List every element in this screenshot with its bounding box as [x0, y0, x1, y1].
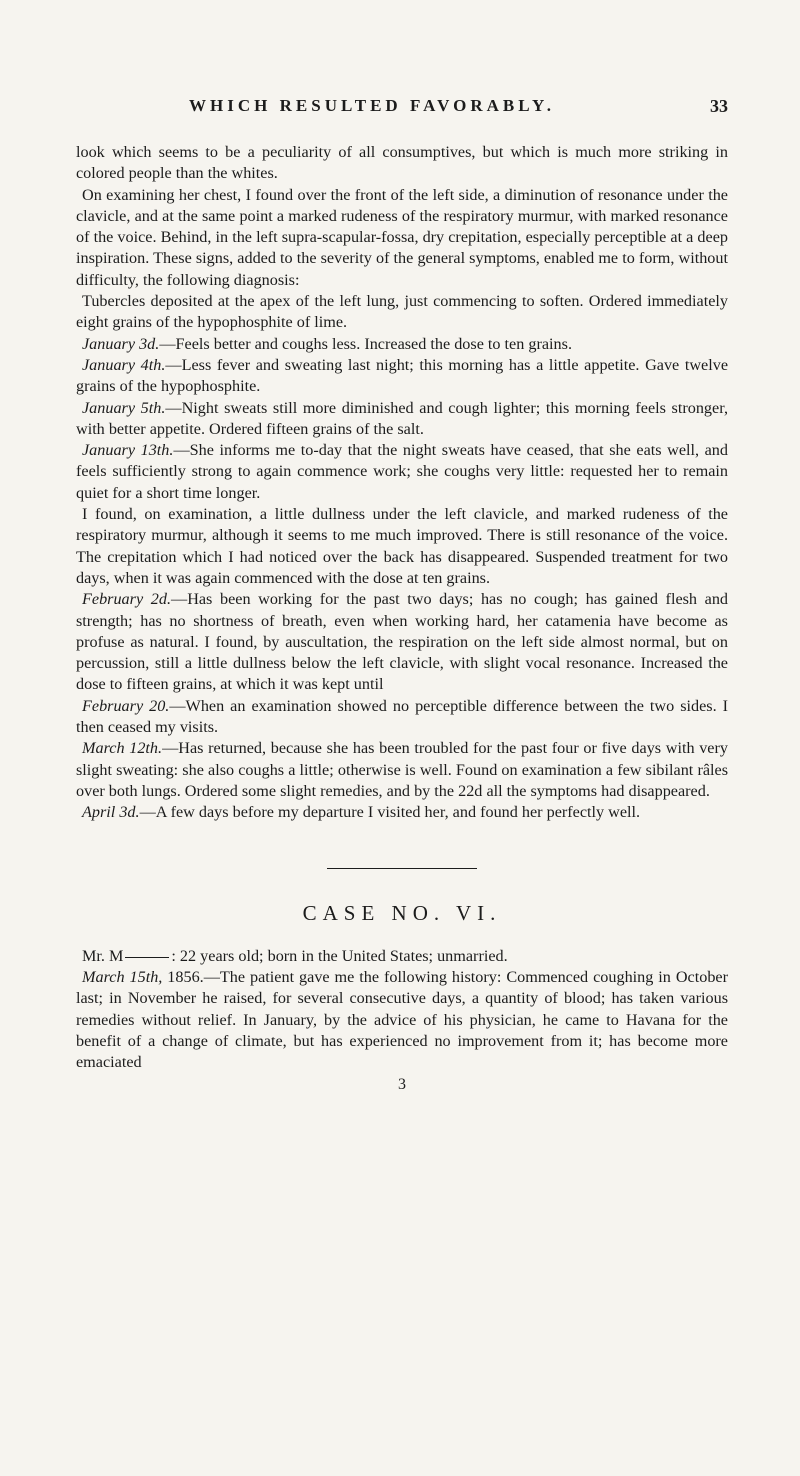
paragraph-text: On examining her chest, I found over the front of the left side, a diminution of resonance under the clavicle, and at the same point a marked rudeness of the respiratory murmur, with marked resonance of the voice. Behind, in the left supra-scapular-fossa, dry crepitation, especially perceptible at a deep inspiration. These signs, added to the severity of the general symptoms, enabled me to form, without difficulty, the following diagnosis:	[76, 185, 728, 289]
document-page	[0, 96, 800, 1476]
entry-date: February 2d.	[82, 590, 171, 609]
name-dash	[125, 957, 169, 958]
entry-date: February 20.	[82, 696, 170, 715]
paragraph	[76, 142, 728, 185]
paragraph	[76, 355, 728, 398]
body-text	[76, 142, 728, 1095]
paragraph-text: —Less fever and sweating last night; this morning has a little appetite. Gave twelve grains of the hypophosphite.	[76, 355, 729, 396]
paragraph	[76, 696, 728, 739]
paragraph-text: look which seems to be a peculiarity of all consumptives, but which is much more striking in colored people than the whites.	[76, 143, 728, 183]
entry-date: January 5th.	[82, 398, 166, 417]
paragraph	[76, 185, 728, 291]
paragraph-text: —Night sweats still more diminished and cough lighter; this morning feels stronger, with better appetite. Ordered fifteen grains of the salt.	[76, 398, 729, 438]
paragraph-text: —She informs me to-day that the night sweats have ceased, that she eats well, and feels sufficiently strong to again commence work; she coughs very little: requested her to remain quiet for a short time longer.	[76, 441, 728, 502]
patient-name: Mr. M	[82, 946, 124, 965]
entry-date: January 3d.	[82, 334, 160, 353]
running-head: WHICH RESULTED FAVORABLY.	[189, 96, 555, 115]
paragraph-text: —Has returned, because she has been troubled for the past four or five days with very slight sweating: she also coughs a little; otherwise is well. Found on examination a few sibilant râles over both lungs. Ordered some slight remedies, and by the 22d all the symptoms had disappeared.	[76, 739, 728, 800]
page-number: 33	[710, 96, 728, 116]
signature-mark: 3	[398, 1075, 406, 1093]
paragraph-text: —Feels better and coughs less. Increased the dose to ten grains.	[159, 334, 572, 353]
entry-date: March 12th.	[82, 739, 163, 758]
entry-date: January 13th.	[82, 441, 174, 460]
paragraph	[76, 967, 728, 1073]
page-header	[76, 96, 728, 136]
paragraph-text: : 22 years old; born in the United States; unmarried.	[171, 946, 508, 965]
paragraph	[76, 334, 728, 355]
paragraph	[76, 291, 728, 334]
paragraph-text: —A few days before my departure I visited her, and found her perfectly well.	[139, 803, 641, 822]
paragraph	[76, 802, 728, 823]
entry-date: January 4th.	[82, 355, 166, 374]
paragraph	[76, 946, 728, 967]
paragraph	[76, 398, 728, 441]
paragraph-text: 1856.—The patient gave me the following history: Commenced coughing in October last; in November he raised, for several consecutive days, a quantity of blood; has taken various remedies without relief. In January, by the advice of his physician, he came to Havana for the benefit of a change of climate, but has experienced no improvement from it; has become more emaciated	[76, 968, 728, 1072]
section-divider	[327, 868, 477, 869]
paragraph-text: —When an examination showed no perceptible difference between the two sides. I then ceased my visits.	[76, 696, 728, 737]
case-heading: CASE NO. VI.	[302, 900, 502, 925]
paragraph	[76, 504, 728, 589]
paragraph-text: —Has been working for the past two days; has no cough; has gained flesh and strength; has no shortness of breath, even when working hard, her catamenia have become as profuse as natural. I found, by auscultation, the respiration on the left side almost normal, but on percussion, still a little dullness below the left clavicle, with slight vocal resonance. Increased the dose to fifteen grains, at which it was kept until	[76, 590, 729, 694]
paragraph	[76, 738, 728, 802]
entry-date: April 3d.	[82, 803, 140, 822]
paragraph	[76, 589, 728, 695]
paragraph-text: I found, on examination, a little dullness under the left clavicle, and marked rudeness of the respiratory murmur, although it seems to me much improved. There is still resonance of the voice. The crepitation which I had noticed over the back has disappeared. Suspended treatment for two days, when it was again commenced with the dose at ten grains.	[76, 505, 728, 587]
paragraph	[76, 440, 728, 504]
entry-date: March 15th,	[82, 968, 163, 987]
paragraph-text: Tubercles deposited at the apex of the left lung, just commencing to soften. Ordered immediately eight grains of the hypophosphite of lime.	[76, 292, 728, 332]
